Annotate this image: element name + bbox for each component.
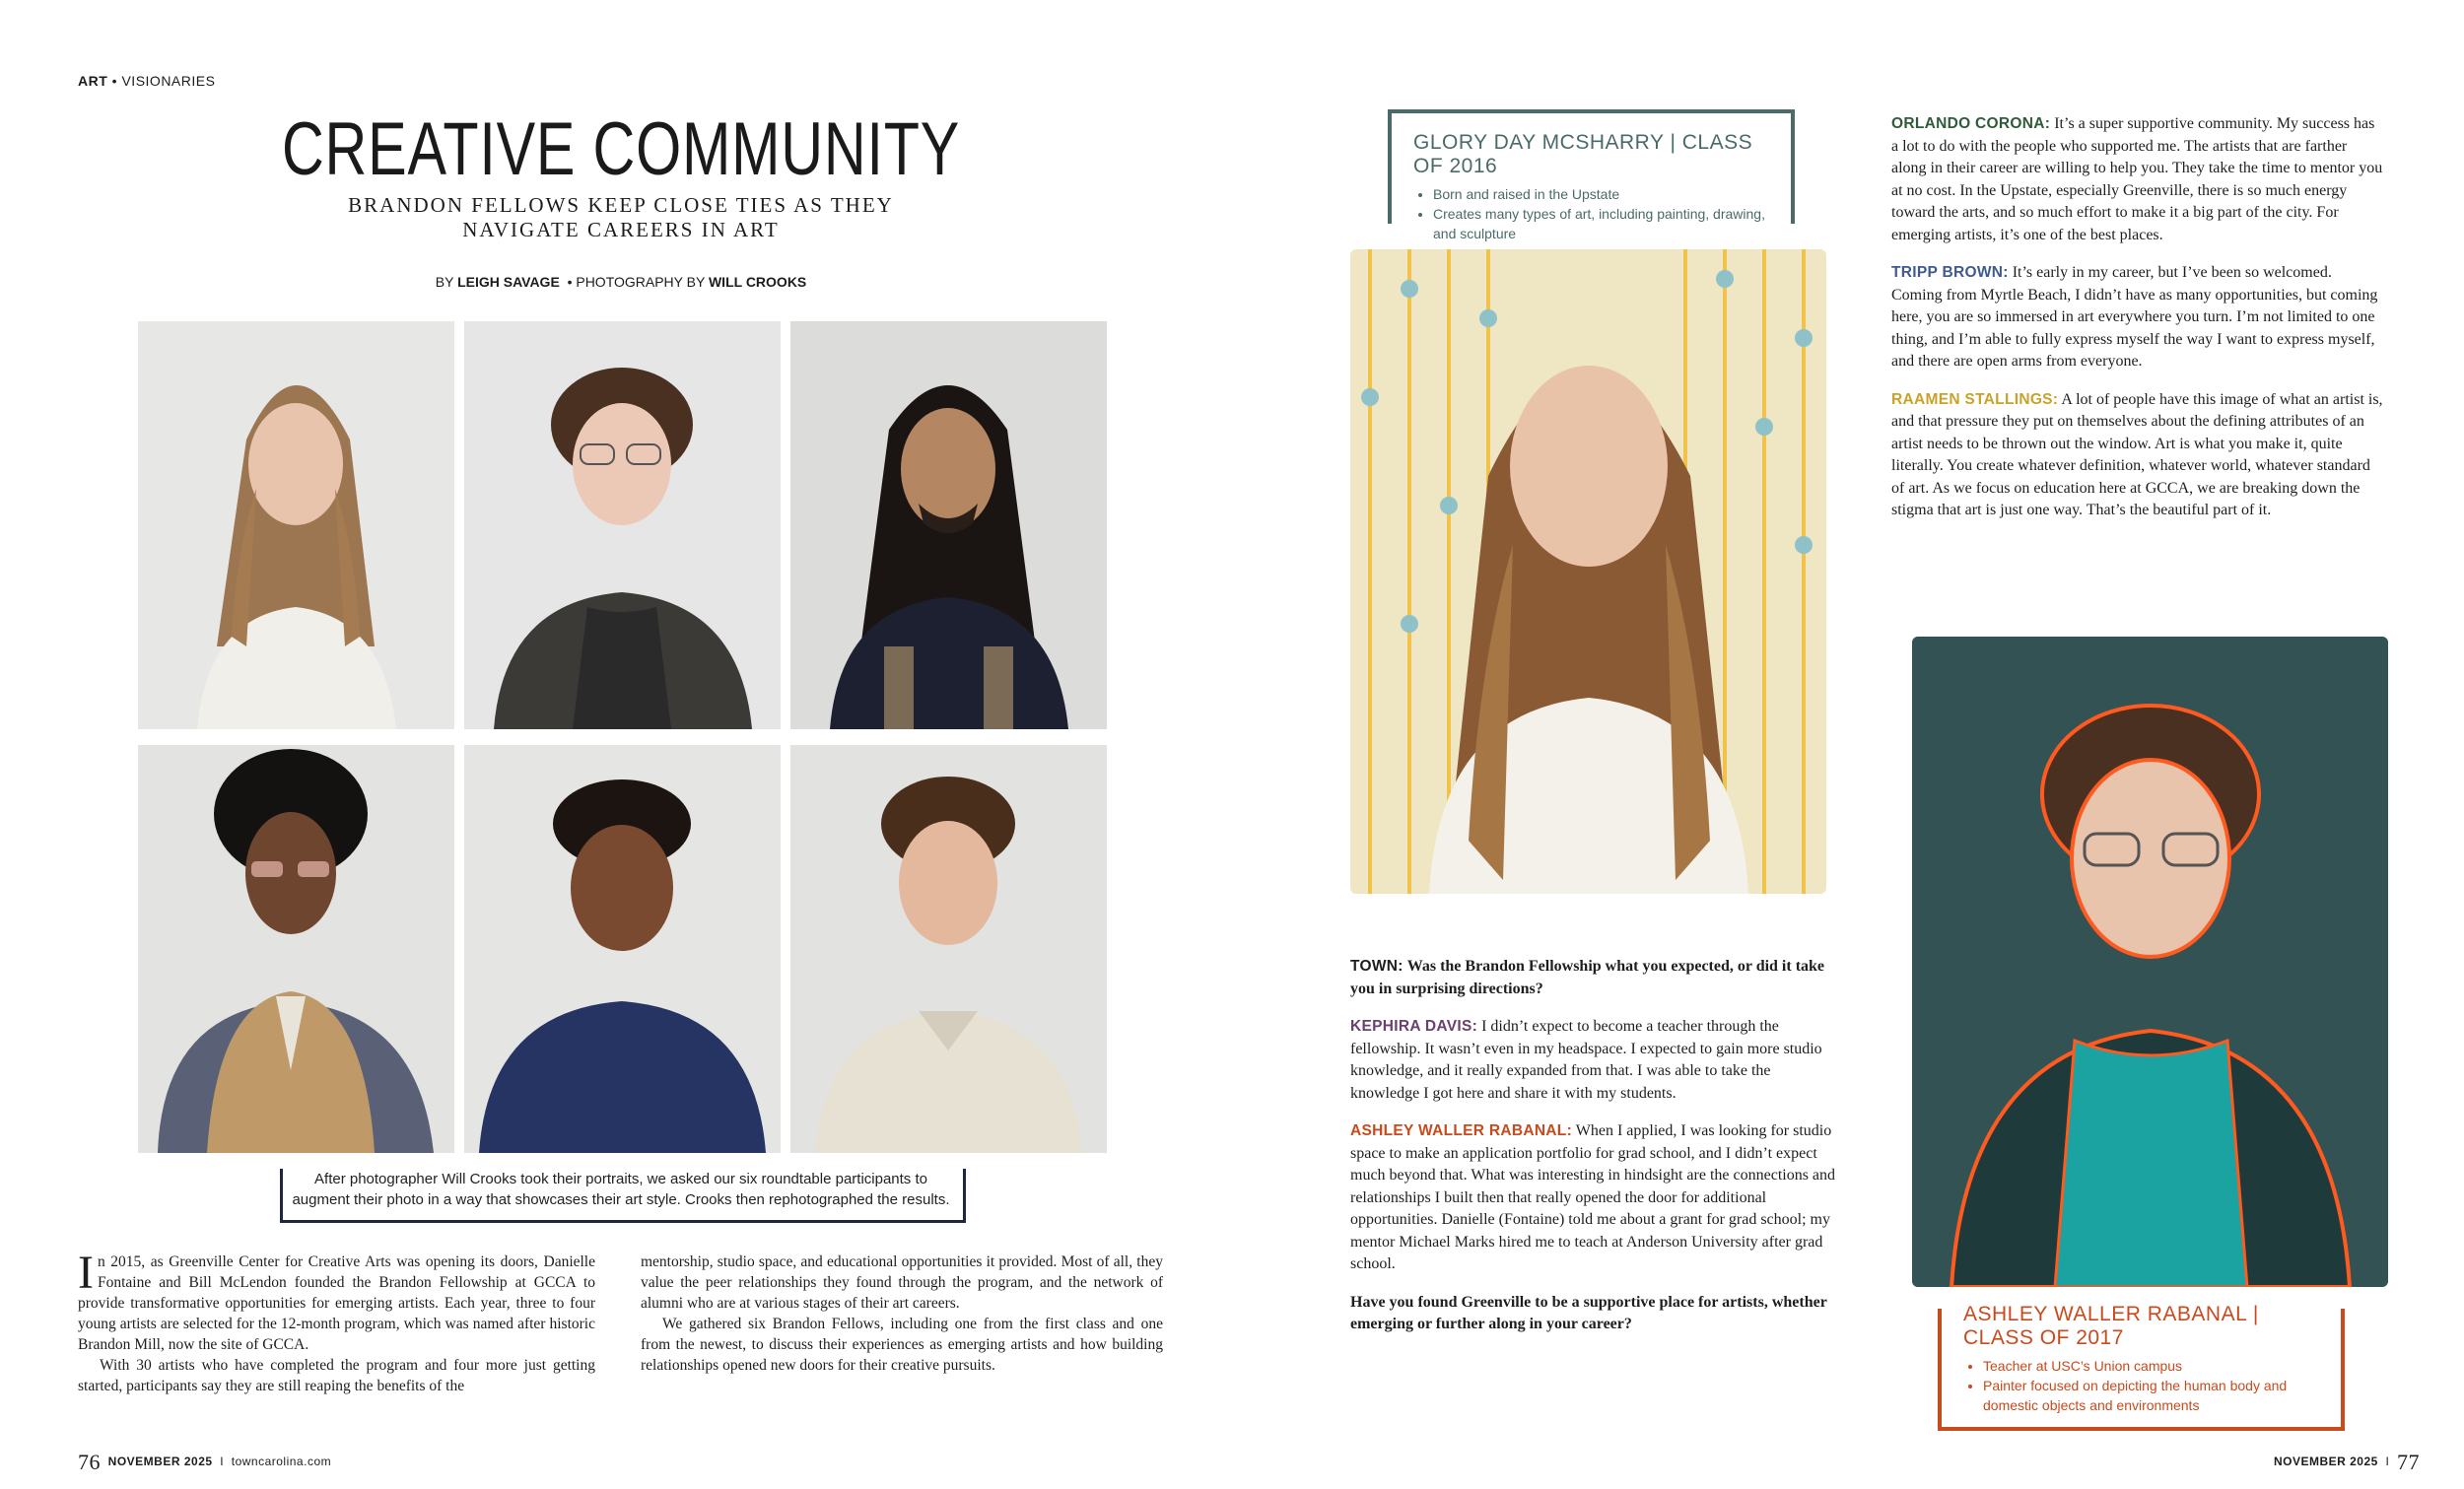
answer-orlando xyxy=(1891,113,2384,246)
issue-left: NOVEMBER 2025 xyxy=(107,1455,213,1469)
ashley-bullet: • Teacher at USC’s Union campus xyxy=(1983,1356,2319,1376)
answer-ashley xyxy=(1350,1120,1843,1276)
footer-left xyxy=(78,1450,331,1475)
portrait-glory xyxy=(138,321,454,729)
photo-caption: After photographer Will Crooks took their portraits, we asked our six roundtable participants to augment their photo in a way that showcases their art style. Crooks then rephotographed the results. xyxy=(292,1171,950,1208)
question-1 xyxy=(1350,956,1843,1000)
question-2 xyxy=(1350,1292,1843,1336)
ashley-info-box xyxy=(1938,1303,2345,1431)
ashley-class: | CLASS OF 2017 xyxy=(1963,1303,2259,1349)
ashley-answer: When I applied, I was looking for studio space to make an application portfolio for grad school, and I didn’t expect much beyond that. What was interesting in hindsight are the connections and relationships I built then that really opened the door for additional opportunities. Danielle (Fontaine) told me about a grant for grad school; my mentor Michael Marks hired me to teach at Anderson University after grad school. xyxy=(1350,1122,1836,1272)
raamen-answer: A lot of people have this image of what an artist is, and that pressure they put on themselves about the defining attributes of an artist needs to be thrown out the window. Art is what you make it, quite literally. You create whatever definition, whatever world, whatever standard of art. As we focus on education here at GCCA, we are breaking down the stigma that art is just one way. That’s the beautiful part of it. xyxy=(1891,390,2383,518)
byline xyxy=(296,274,946,290)
byline-author: LEIGH SAVAGE xyxy=(457,274,560,290)
portrait-ashley-grid xyxy=(464,321,781,729)
page-number-right: 77 xyxy=(2397,1450,2420,1474)
section-separator: • xyxy=(111,73,118,89)
issue-right: NOVEMBER 2025 xyxy=(2273,1455,2378,1469)
orlando-label: ORLANDO CORONA: xyxy=(1891,115,2051,132)
byline-photo-prefix: • PHOTOGRAPHY BY xyxy=(567,274,706,290)
raamen-label: RAAMEN STALLINGS: xyxy=(1891,390,2059,408)
intro-paragraph-3: mentorship, studio space, and educational opportunities it provided. Most of all, they value the peer relationships they found through the program, and the network of alumni who are at various stages of their art careers. xyxy=(641,1253,1163,1312)
glory-bullets xyxy=(1413,184,1769,243)
intro-column-1 xyxy=(78,1247,595,1396)
intro-paragraph-1: n 2015, as Greenville Center for Creative Arts was opening its doors, Danielle Fontaine and Bill McLendon founded the Brandon Fellowship at GCCA to provide transformative opportunities for emerging artists. Each year, three to four young artists are selected for the 12-month program, which was named after historic Brandon Mill, now the site of GCCA. xyxy=(78,1253,595,1353)
glory-bullet: • Creates many types of art, including painting, drawing, and sculpture xyxy=(1433,204,1769,243)
question-2-text: Have you found Greenville to be a supportive place for artists, whether emerging or further along in your career? xyxy=(1350,1293,1827,1332)
kephira-answer: I didn’t expect to become a teacher through the fellowship. It wasn’t even in my headspace. I expected to gain more studio knowledge, and it really expanded from that. I was able to take the knowledge I got here and share it with my students. xyxy=(1350,1018,1822,1102)
glory-class: | CLASS OF 2016 xyxy=(1413,131,1753,177)
intro-paragraph-4: We gathered six Brandon Fellows, including one from the first class and one from the newest, to discuss their experiences as emerging artists and how building relationships opened new doors for their creative pursuits. xyxy=(641,1316,1163,1374)
page-number-left: 76 xyxy=(78,1450,101,1474)
footer-right xyxy=(2267,1450,2420,1475)
footer-divider-right: I xyxy=(2385,1455,2390,1469)
glory-name: GLORY DAY MCSHARRY xyxy=(1413,131,1665,154)
article-title: CREATIVE COMMUNITY xyxy=(281,107,961,191)
answer-kephira xyxy=(1350,1016,1843,1105)
ashley-bullet: • Painter focused on depicting the human body and domestic objects and environments xyxy=(1983,1376,2319,1415)
glory-info-box xyxy=(1388,109,1795,241)
site-url: towncarolina.com xyxy=(231,1455,332,1469)
portrait-raamen xyxy=(790,745,1107,1153)
section-label xyxy=(78,73,215,89)
tripp-label: TRIPP BROWN: xyxy=(1891,264,2009,281)
byline-photographer: WILL CROOKS xyxy=(708,274,807,290)
qa-column-2 xyxy=(1891,113,2384,538)
answer-tripp xyxy=(1891,262,2384,373)
intro-column-2 xyxy=(641,1252,1163,1376)
portrait-orlando xyxy=(790,321,1107,729)
ashley-label: ASHLEY WALLER RABANAL: xyxy=(1350,1122,1573,1139)
byline-prefix: BY xyxy=(435,274,454,290)
portrait-kephira xyxy=(464,745,781,1153)
kephira-label: KEPHIRA DAVIS: xyxy=(1350,1018,1478,1035)
glory-featured-portrait xyxy=(1350,249,1826,894)
glory-bullet: • Born and raised in the Upstate xyxy=(1433,184,1769,204)
town-label: TOWN: xyxy=(1350,958,1403,975)
question-1-text: Was the Brandon Fellowship what you expected, or did it take you in surprising directions? xyxy=(1350,958,1825,997)
dropcap: I xyxy=(78,1247,94,1299)
ashley-bullets xyxy=(1963,1356,2319,1415)
intro-paragraph-2: With 30 artists who have completed the program and four more just getting started, participants say they are still reaping the benefits of the xyxy=(78,1357,595,1394)
tripp-answer: It’s early in my career, but I’ve been so welcomed. Coming from Myrtle Beach, I didn’t have as many opportunities, but coming here, you are so immersed in art everywhere you turn. I’m not limited to one thing, and I’m able to fully express myself the way I want to express myself, and there are open arms from everyone. xyxy=(1891,264,2378,370)
footer-divider-left: I xyxy=(220,1455,225,1469)
qa-column-1 xyxy=(1350,956,1843,1352)
portrait-tripp xyxy=(138,745,454,1153)
ashley-featured-portrait xyxy=(1912,637,2388,1287)
orlando-answer: It’s a super supportive community. My success has a lot to do with the people who supported me. The artists that are farther along in their career are willing to help you. They take the time to mentor you at no cost. In the Upstate, especially Greenville, there is so much energy toward the arts, and so much effort to make it a big part of the city. For emerging artists, it’s one of the best places. xyxy=(1891,115,2383,243)
section-name: ART xyxy=(78,73,108,89)
article-subtitle: BRANDON FELLOWS KEEP CLOSE TIES AS THEY NAVIGATE CAREERS IN ART xyxy=(348,193,894,241)
ashley-name: ASHLEY WALLER RABANAL xyxy=(1963,1303,2247,1325)
answer-raamen xyxy=(1891,389,2384,522)
subsection-name: VISIONARIES xyxy=(121,73,216,89)
